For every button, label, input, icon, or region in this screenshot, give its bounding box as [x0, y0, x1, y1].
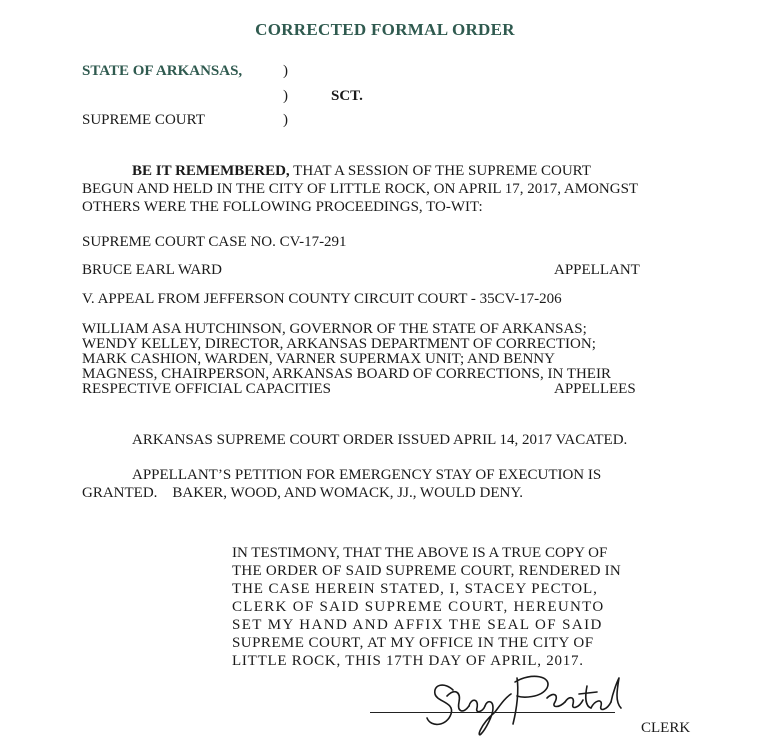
petition-line-2: GRANTED. BAKER, WOOD, AND WOMACK, JJ., WOULD DENY. — [82, 485, 523, 501]
caption-court: SUPREME COURT — [82, 112, 205, 128]
preamble-line-1-text: THAT A SESSION OF THE SUPREME COURT — [289, 163, 591, 179]
appellees-line-4: MAGNESS, CHAIRPERSON, ARKANSAS BOARD OF CORRECTIONS, IN THEIR — [82, 366, 611, 382]
testimony-line-2: THE ORDER OF SAID SUPREME COURT, RENDERED IN — [232, 563, 622, 579]
petition-line-1: APPELLANT’S PETITION FOR EMERGENCY STAY OF EXECUTION IS — [132, 467, 602, 483]
caption-state: STATE OF ARKANSAS, — [82, 63, 243, 79]
testimony-line-3: THE CASE HEREIN STATED, I, STACEY PECTOL, — [232, 581, 598, 597]
testimony-line-7: LITTLE ROCK, THIS 17TH DAY OF APRIL, 2017. — [232, 653, 584, 669]
preamble-lead: BE IT REMEMBERED, — [132, 163, 290, 179]
appellees-line-2: WENDY KELLEY, DIRECTOR, ARKANSAS DEPARTMENT OF CORRECTION; — [82, 336, 596, 352]
appellant-name: BRUCE EARL WARD — [82, 262, 223, 278]
appellant-role: APPELLANT — [554, 262, 640, 278]
appellees-role: APPELLEES — [554, 381, 636, 397]
testimony-line-1: IN TESTIMONY, THAT THE ABOVE IS A TRUE COPY OF — [232, 545, 608, 561]
signature-line — [370, 712, 615, 713]
case-number: SUPREME COURT CASE NO. CV-17-291 — [82, 234, 347, 250]
testimony-line-4: CLERK OF SAID SUPREME COURT, HEREUNTO — [232, 599, 605, 615]
preamble-line-1 — [132, 163, 591, 180]
caption-paren-2: ) — [283, 88, 288, 104]
caption-paren-1: ) — [283, 63, 288, 79]
preamble-line-3: OTHERS WERE THE FOLLOWING PROCEEDINGS, TO-WIT: — [82, 199, 483, 215]
clerk-label: CLERK — [641, 720, 691, 736]
appellees-line-5: RESPECTIVE OFFICIAL CAPACITIES — [82, 381, 331, 397]
testimony-line-6: SUPREME COURT, AT MY OFFICE IN THE CITY OF — [232, 635, 594, 651]
order-vacated: ARKANSAS SUPREME COURT ORDER ISSUED APRIL 14, 2017 VACATED. — [132, 432, 628, 448]
caption-paren-3: ) — [283, 112, 288, 128]
appellees-line-3: MARK CASHION, WARDEN, VARNER SUPERMAX UNIT; AND BENNY — [82, 351, 555, 367]
document-title: CORRECTED FORMAL ORDER — [255, 20, 515, 39]
caption-sct: SCT. — [331, 88, 363, 104]
preamble-line-2: BEGUN AND HELD IN THE CITY OF LITTLE ROCK, ON APRIL 17, 2017, AMONGST — [82, 181, 639, 197]
clerk-signature — [425, 668, 625, 738]
testimony-line-5: SET MY HAND AND AFFIX THE SEAL OF SAID — [232, 617, 603, 633]
appeal-line: V. APPEAL FROM JEFFERSON COUNTY CIRCUIT COURT - 35CV-17-206 — [82, 291, 562, 307]
appellees-line-1: WILLIAM ASA HUTCHINSON, GOVERNOR OF THE STATE OF ARKANSAS; — [82, 321, 587, 337]
